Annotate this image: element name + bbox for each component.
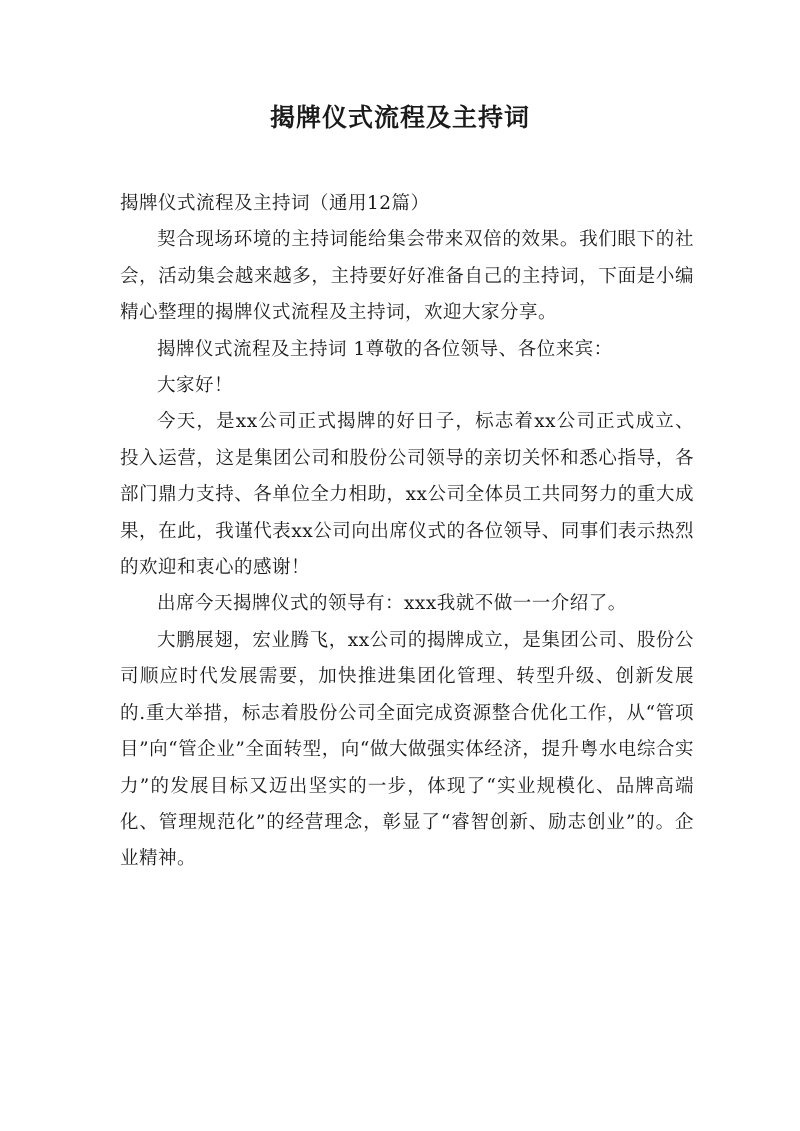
body-paragraph-significance: 大鹏展翅，宏业腾飞，xx公司的揭牌成立，是集团公司、股份公司顺应时代发展需要，加快推进集团化管理、转型升级、创新发展的.重大举措，标志着股份公司全面完成资源整合优化工作，从“管项目”向“管企业”全面转型，向“做大做强实体经济，提升粤水电综合实力”的发展目标又迈出坚实的一步，体现了“实业规模化、品牌高端化、管理规范化”的经营理念，彰显了“睿智创新、励志创业”的。企业精神。 [120, 629, 694, 870]
body-paragraph-welcome: 今天，是xx公司正式揭牌的好日子，标志着xx公司正式成立、投入运营，这是集团公司和股份公司领导的亲切关怀和悉心指导，各部门鼎力支持、各单位全力相助，xx公司全体员工共同努力的重大成果，在此，我谨代表xx公司向出席仪式的各位领导、同事们表示热烈的欢迎和衷心的感谢！ [120, 411, 694, 579]
intro-paragraph: 契合现场环境的主持词能给集会带来双倍的效果。我们眼下的社会，活动集会越来越多，主持要好好准备自己的主持词，下面是小编精心整理的揭牌仪式流程及主持词，欢迎大家分享。 [120, 229, 694, 324]
subtitle-paragraph: 揭牌仪式流程及主持词（通用12篇） [120, 193, 430, 214]
section-heading-paragraph: 揭牌仪式流程及主持词 1尊敬的各位领导、各位来宾： [157, 338, 613, 360]
document-body [120, 186, 694, 878]
document-title: 揭牌仪式流程及主持词 [269, 103, 530, 132]
greeting-paragraph: 大家好！ [157, 375, 234, 397]
body-paragraph-leaders: 出席今天揭牌仪式的领导有：xxx我就不做一一介绍了。 [157, 593, 627, 615]
